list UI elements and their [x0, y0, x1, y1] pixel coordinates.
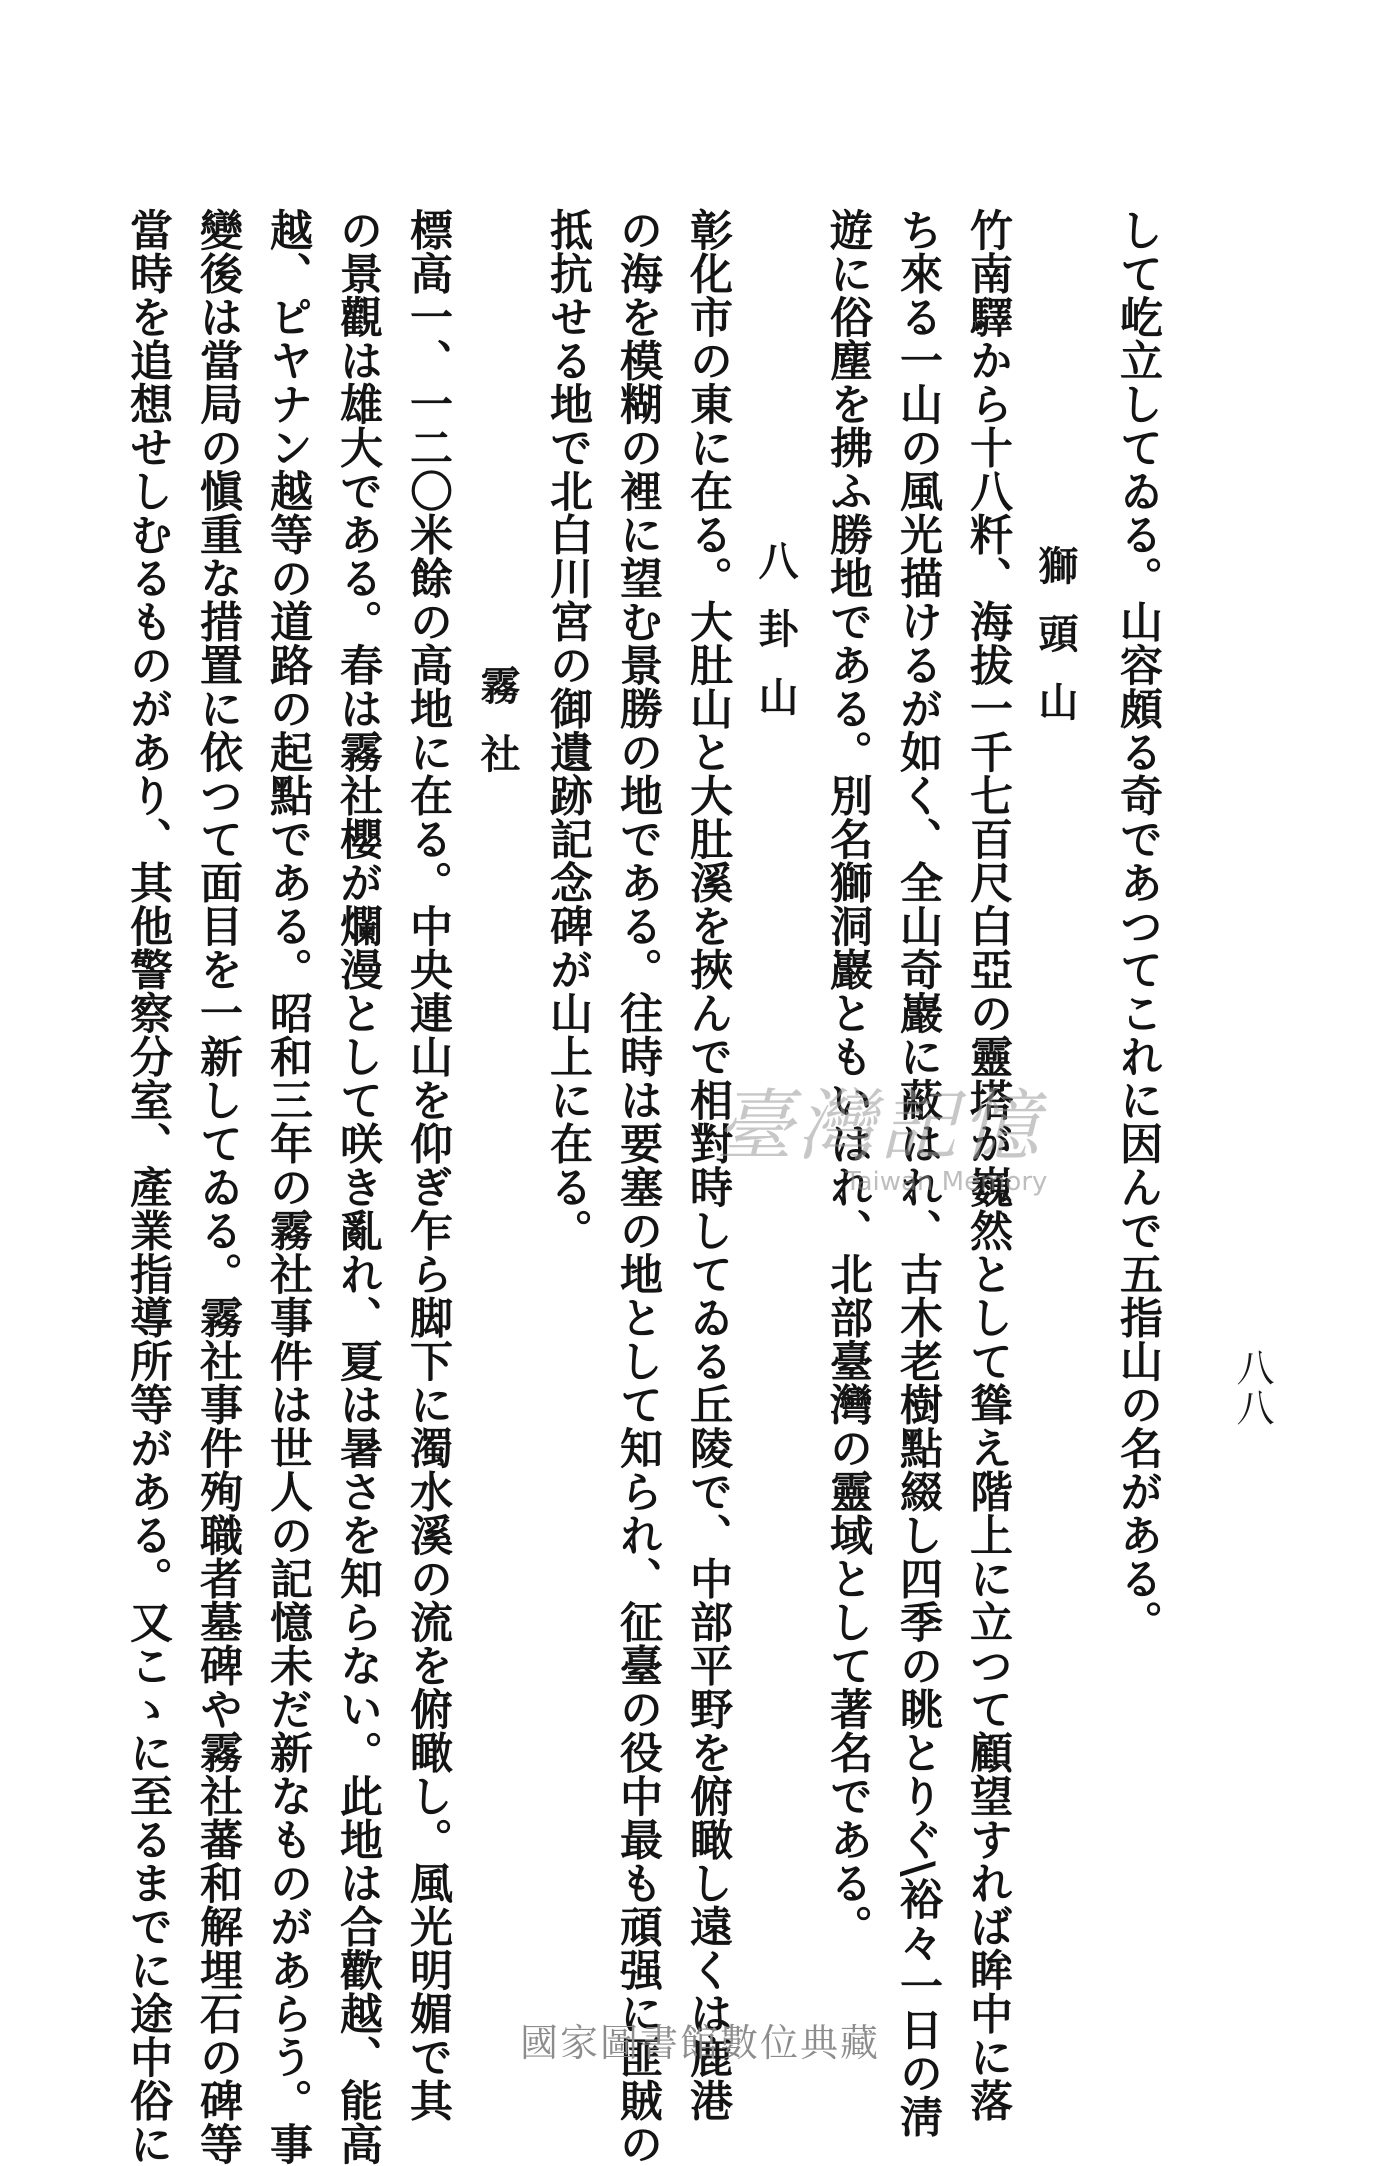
text-column: 遊に俗塵を拂ふ勝地である。別名獅洞巖ともいはれ、北部臺灣の靈域として著名である。: [823, 208, 873, 1948]
text-column: して屹立してゐる。山容頗る奇であつてこれに因んで五指山の名がある。: [1113, 208, 1163, 1644]
section-heading-shitouzan: 獅頭山: [1032, 545, 1079, 749]
watermark-chinese-text: 臺灣記憶: [715, 1082, 1044, 1172]
section-heading-musha: 霧社: [474, 665, 521, 801]
text-column: の景觀は雄大である。春は霧社櫻が爛漫として咲き亂れ、夏は暑さを知らない。此地は合歡越、能高: [333, 208, 383, 2166]
watermark-english-text: Taiwan Memory: [845, 1167, 1048, 1197]
text-column: 越、ピヤナン越等の道路の起點である。昭和三年の霧社事件は世人の記憶未だ新なものがあらう。事: [263, 208, 313, 2166]
text-column: 變後は當局の愼重な措置に依つて面目を一新してゐる。霧社事件殉職者墓碑や霧社蕃和解埋石の碑等: [193, 208, 243, 2166]
text-column: 竹南驛から十八粁、海拔一千七百尺白亞の靈塔が巍然として聳え階上に立つて顧望すれば眸中に落: [963, 208, 1013, 2122]
page-number: 八八: [1230, 1348, 1274, 1428]
text-column: 抵抗せる地で北白川宮の御遺跡記念碑が山上に在る。: [543, 208, 593, 1252]
text-column: ち來る一山の風光描けるが如く、全山奇巖に蔽はれ、古木老樹點綴し四季の眺とりぐ\裕々一日の淸: [893, 208, 943, 2139]
section-heading-hakkesan: 八卦山: [752, 540, 799, 744]
text-column: 彰化市の東に在る。大肚山と大肚溪を挾んで相對時してゐる丘陵で、中部平野を俯瞰し遠くは鹿港: [683, 208, 733, 2122]
taiwan-memory-watermark: [715, 1082, 1135, 1197]
text-column: 標高一、一二〇米餘の高地に在る。中央連山を仰ぎ乍ら脚下に濁水溪の流を俯瞰し。風光明媚で其: [403, 208, 453, 2122]
library-footer: 國家圖書館數位典藏: [519, 2021, 880, 2065]
text-column: の海を模糊の裡に望む景勝の地である。往時は要塞の地として知られ、征臺の役中最も頑强に匪賊の: [613, 208, 663, 2166]
text-column: 當時を追想せしむるものがあり、其他警察分室、產業指導所等がある。又こゝに至るまでに途中俗に: [123, 208, 173, 2166]
